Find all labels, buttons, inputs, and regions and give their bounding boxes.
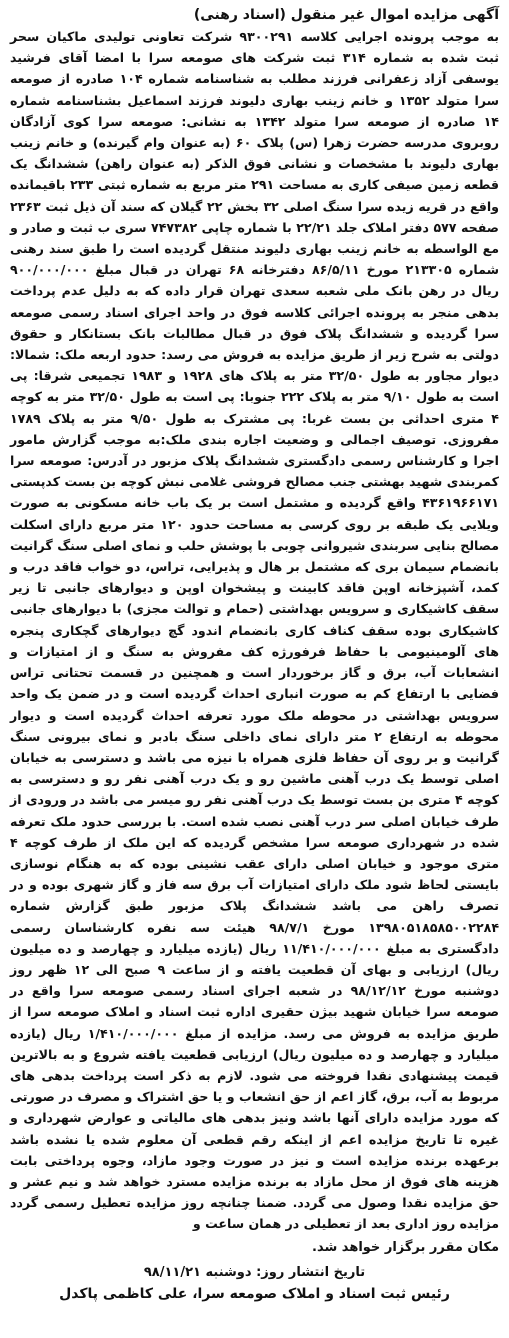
notice-location-line: مکان مقرر برگزار خواهد شد. [312, 1240, 499, 1255]
auction-notice [10, 4, 499, 1235]
publish-date: تاریخ انتشار روز: دوشنبه ۹۸/۱۱/۲۱ [143, 1265, 366, 1280]
notice-body: به موجب پرونده اجرایی کلاسه ۹۳۰۰۲۹۱ شرکت تعاونی تولیدی ماکیان سحر ثبت شده به شماره ۳۱۴ ثبت شرکت های صومعه سرا با امضا آقای فرشید یوسفی آزاد زعفرانی فرزند مطلب به شناسنامه شماره ۱۰۴ صادره از صومعه سرا متولد ۱۳۵۲ و خانم زینب بهاری دلیوند فرزند اسماعیل بشناسنامه شماره ۱۴ صادره از صومعه سرا متولد ۱۳۴۲ به نشانی: صومعه سرا کوی آزادگان روبروی مدرسه حضرت زهرا (س) پلاک ۶۰ (به عنوان وام گیرنده) و خانم زینب بهاری دلیوند با مشخصات و نشانی فوق الذکر (به عنوان راهن) ششدانگ یک قطعه زمین صیفی کاری به مساحت ۲۹۱ متر مربع به شماره ثبتی ۲۳۳ باقیمانده واقع در قریه زیده سرا سنگ اصلی ۳۲ بخش ۲۲ گیلان که سند آن ذیل ثبت ۲۳۶۳ صفحه ۵۷۷ دفتر املاک جلد ۲۲/۲۱ با شماره چاپی ۷۴۷۳۸۲ سری ب ثبت و صادر و مع الواسطه به خانم زینب بهاری دلیوند منتقل گردیده است را طبق سند رهنی شماره ۲۱۳۳۰۵ مورخ ۸۶/۵/۱۱ دفترخانه ۶۸ تهران در قبال مبلغ ۹۰۰/۰۰۰/۰۰۰ ریال در رهن بانک ملی شعبه سعدی تهران قرار داده که به دلیل عدم پرداخت بدهی منجر به پرونده اجرائی کلاسه فوق در واحد اجرای اسناد رسمی صومعه سرا گردیده و ششدانگ پلاک فوق در قبال مطالبات بانک بستانکار و حقوق دولتی به شرح زیر از طریق مزایده به فروش می رسد: حدود اربعه ملک: شمالا: دیوار مجاور به طول ۳۲/۵۰ متر به پلاک های ۱۹۲۸ و ۱۹۸۳ تجمیعی شرقا: پی است به طول ۹/۱۰ متر به پلاک ۲۲۲ جنوبا: پی است به طول ۳۲/۵۰ متر به کوچه ۴ متری احداثی بن بست غربا: پی مشترک به طول ۹/۵۰ متر به پلاک ۱۷۸۹ مفروزی. توصیف اجمالی و وضعیت اجاره بندی ملک:به موجب گزارش مامور اجرا و کارشناس رسمی دادگستری ششدانگ پلاک مزبور در آدرس: صومعه سرا کمربندی شهید بهشتی جنب مصالح فروشی غلامی نبش کوچه بن بست کدپستی ۴۳۶۱۹۶۶۱۷۱ واقع گردیده و مشتمل است بر یک باب خانه مسکونی به صورت ویلایی یک طبقه بر روی کرسی به مساحت حدود ۱۲۰ متر مربع دارای اسکلت مصالح بنایی سربندی شیروانی چوبی با پوشش حلب و نمای اصلی سنگ گرانیت بانضمام سیمان بری که مشتمل بر هال و پذیرایی، تراس، دو خواب فاقد درب و کمد، آشپزخانه اوپن فاقد کابینت و پیشخوان اوپن و دیوارهای جانبی تا زیر سقف کاشیکاری و سرویس بهداشتی (حمام و توالت مجزی) با دیوارهای جانبی کاشیکاری بوده سقف کناف کاری بانضمام اندود گچ دیوارهای گچکاری پنجره های آلومینیومی با حفاظ فرفورژه کف مفروش به سنگ و از امتیازات و انشعابات آب، برق و گاز برخوردار است و همچنین در قسمت تحتانی تراس فضایی با ارتفاع کم به صورت انباری احداث گردیده است و در ضمن یک واحد سرویس بهداشتی در محوطه ملک مورد تعرفه احداث گردیده است و دیوار محوطه به ارتفاع ۲ متر دارای نمای داخلی سنگ بادبر و نمای بیرونی سنگ گرانیت و بر روی آن حفاظ فلزی همراه با نیزه می باشد و دسترسی به خیابان اصلی توسط یک درب آهنی ماشین رو و یک درب آهنی نفر رو و دسترسی به کوچه ۴ متری بن بست توسط یک درب آهنی نفر رو میسر می باشد در ورودی از طرف خیابان اصلی سر درب آهنی نصب شده است. با بررسی حدود ملک تعرفه شده در شهرداری صومعه سرا مشخص گردیده که این ملک از طرف کوچه ۴ متری موجود و خیابان اصلی دارای عقب نشینی بوده که به هنگام نوسازی بایستی لحاظ شود ملک دارای امتیازات آب برق سه فاز و گاز شهری بوده و در تصرف راهن می باشد ششدانگ پلاک مزبور طبق گزارش شماره ۱۳۹۸۰۵۱۸۵۸۵۰۰۲۲۸۴ مورخ ۹۸/۷/۱ هیئت سه نفره کارشناسان رسمی دادگستری به مبلغ ۱۱/۴۱۰/۰۰۰/۰۰۰ ریال (یازده میلیارد و چهارصد و ده میلیون ریال) ارزیابی و بهای آن قطعیت یافته و از ساعت ۹ صبح الی ۱۲ ظهر روز دوشنبه مورخ ۹۸/۱۲/۱۲ در شعبه اجرای اسناد رسمی صومعه سرا واقع در صومعه سرا خیابان شهید بیژن حقیری اداره ثبت اسناد و املاک صومعه سرا از طریق مزایده به فروش می رسد. مزایده از مبلغ ۱/۴۱۰/۰۰۰/۰۰۰ ریال (یازده میلیارد و چهارصد و ده میلیون ریال) ارزیابی قطعیت یافته شروع و به بالاترین قیمت پیشنهادی نقدا فروخته می شود. لازم به ذکر است پرداخت بدهی های مربوط به آب، برق، گاز اعم از حق انشعاب و یا حق اشتراک و مصرف در صورتی که مورد مزایده دارای آنها باشد ونیز بدهی های مالیاتی و عوارض شهرداری و غیره تا تاریخ مزایده اعم از اینکه رقم قطعی آن معلوم شده یا نشده باشد برعهده برنده مزایده است و نیز در صورت وجود مازاد، وجوه پرداختی بابت هزینه های فوق از محل مازاد به برنده مزایده مسترد خواهد شد و نیم عشر و حق مزایده نقدا وصول می گردد. ضمنا چنانچه روز مزایده تعطیل رسمی گردد مزایده روز اداری بعد از تعطیلی در همان ساعت و [10, 29, 500, 1232]
notice-title: آگهی مزایده اموال غیر منقول (اسناد رهنی) [193, 7, 499, 23]
signature-block [10, 1262, 499, 1305]
signatory: رئیس ثبت اسناد و املاک صومعه سرا، علی کاظمی پاکدل [59, 1286, 450, 1302]
